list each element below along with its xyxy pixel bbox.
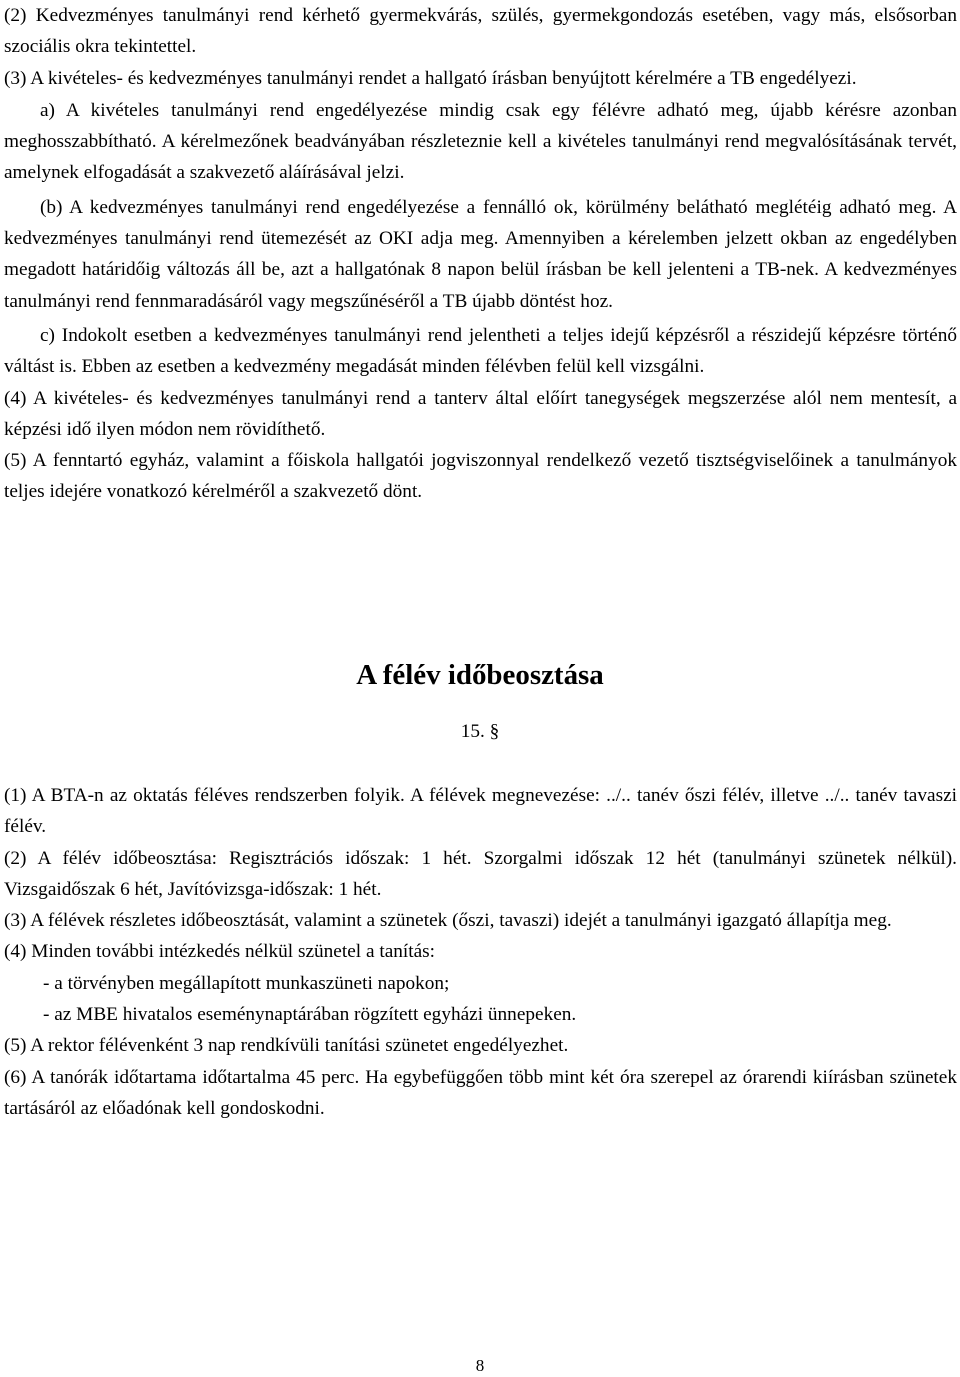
paragraph-3: (3) A kivételes- és kedvezményes tanulmányi rendet a hallgató írásban benyújtott kérelmére a TB engedélyezi.	[4, 67, 857, 89]
section-heading: A félév időbeosztása	[356, 659, 604, 691]
paragraph-3b: (b) A kedvezményes tanulmányi rend engedélyezése a fennálló ok, körülmény belátható meglétéig adható meg. A kedvezményes tanulmányi rend ütemezését az OKI adja meg. Amennyiben a kérelemben jelzett okban az engedélyben megadott határidőig változás áll be, azt a hallgatónak 8 napon belül írásban be kell jelenteni a TB-nek. A kedvezményes tanulmányi rend fennmaradásáról vagy megszűnéséről a TB újabb döntést hoz.	[4, 196, 957, 312]
s15-paragraph-3: (3) A félévek részletes időbeosztását, valamint a szünetek (őszi, tavaszi) idejét a tanulmányi igazgató állapítja meg.	[4, 910, 892, 932]
s15-paragraph-2: (2) A félév időbeosztása: Regisztrációs időszak: 1 hét. Szorgalmi időszak 12 hét (tanulmányi szünetek nélkül). Vizsgaidőszak 6 hét, Javítóvizsga-időszak: 1 hét.	[4, 847, 957, 900]
section-15-body	[4, 780, 957, 1124]
section-number: 15. §	[460, 721, 500, 742]
page-number: 8	[475, 1356, 485, 1375]
s15-paragraph-6: (6) A tanórák időtartama időtartalma 45 perc. Ha egybefüggően több mint két óra szerepel az órarendi kiírásban szünetek tartásáról az előadónak kell gondoskodni.	[4, 1066, 957, 1119]
paragraph-3c: c) Indokolt esetben a kedvezményes tanulmányi rend jelentheti a teljes idejű képzésről a részidejű képzésre történő váltást is. Ebben az esetben a kedvezmény megadását minden félévben felül kell vizsgálni.	[4, 324, 957, 378]
paragraph-2: (2) Kedvezményes tanulmányi rend kérhető gyermekvárás, szülés, gyermekgondozás esetében, vagy más, elsősorban szociális okra tekintettel.	[4, 5, 957, 58]
section-14-continuation	[4, 0, 957, 508]
paragraph-5: (5) A fenntartó egyház, valamint a főiskola hallgatói jogviszonnyal rendelkező vezető tisztségviselőinek a tanulmányok teljes idejére vonatkozó kérelméről a szakvezető dönt.	[4, 450, 957, 503]
s15-paragraph-1: (1) A BTA-n az oktatás féléves rendszerben folyik. A félévek megnevezése: ../.. tanév őszi félév, illetve ../.. tanév tavaszi félév.	[4, 785, 957, 838]
paragraph-4: (4) A kivételes- és kedvezményes tanulmányi rend a tanterv által előírt tanegységek megszerzése alól nem mentesít, a képzési idő ilyen módon nem rövidíthető.	[4, 387, 957, 440]
s15-paragraph-4: (4) Minden további intézkedés nélkül szünetel a tanítás:	[4, 941, 436, 963]
s15-paragraph-5: (5) A rektor félévenként 3 nap rendkívüli tanítási szünetet engedélyezhet.	[4, 1035, 569, 1057]
list-item: - a törvényben megállapított munkaszüneti napokon;	[43, 972, 450, 994]
list-item: - az MBE hivatalos eseménynaptárában rögzített egyházi ünnepeken.	[43, 1004, 577, 1026]
paragraph-3a: a) A kivételes tanulmányi rend engedélyezése mindig csak egy félévre adható meg, újabb kérésre azonban meghosszabbítható. A kérelmezőnek beadványában részleteznie kell a kivételes tanulmányi rend megvalósításának tervét, amelynek elfogadását a szakvezető aláírásával jelzi.	[4, 99, 957, 184]
